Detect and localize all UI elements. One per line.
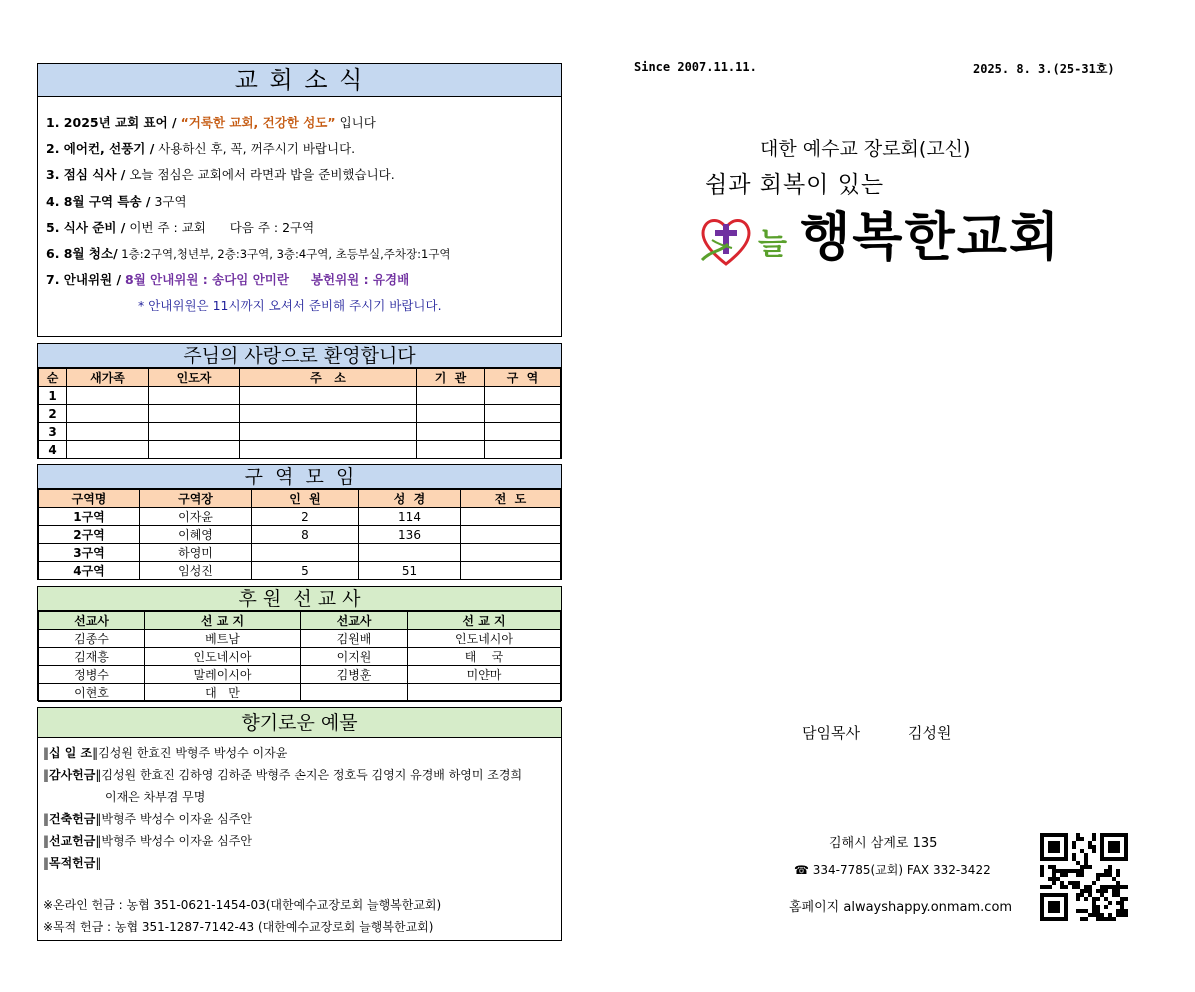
since-date: Since 2007.11.11.: [634, 60, 757, 74]
district-table: [38, 489, 561, 580]
church-news-list: [38, 97, 561, 320]
missionaries-header-row: 선교사 선 교 지 선교사 선 교 지: [39, 612, 561, 630]
news-item-7: 7. 안내위원 / 8월 안내위원 : 송다임 안미란 봉헌위원 : 유경배: [46, 272, 410, 288]
offerings-box: [37, 707, 562, 941]
offerings-list: [38, 738, 561, 938]
table-row: 3구역 하영미: [39, 544, 561, 562]
district-header-row: 구역명 구역장 인 원 성 경 전 도: [39, 490, 561, 508]
table-row: 4: [39, 441, 561, 459]
church-name: 행복한교회: [800, 208, 1062, 268]
pastor-title: 담임목사: [802, 724, 860, 742]
phone: ☎ 334-7785(교회) FAX 332-3422: [794, 863, 991, 877]
news-note: * 안내위원은 11시까지 오셔서 준비해 주시기 바랍니다.: [138, 298, 442, 314]
table-row: 3: [39, 423, 561, 441]
offering-line-purpose: ‖목적헌금‖: [43, 856, 102, 870]
offering-line-tithe: ‖십 일 조‖김성원 한효진 박형주 박성수 이자윤: [43, 746, 288, 760]
welcome-title: 주님의 사랑으로 환영합니다: [38, 344, 561, 368]
denomination: 대한 예수교 장로회(고신): [760, 138, 971, 160]
online-account: ※온라인 헌금 : 농협 351-0621-1454-03(대한예수교장로회 늘행복한교회): [43, 898, 442, 912]
table-row: 1: [39, 387, 561, 405]
news-item-6: 6. 8월 청소/ 1층:2구역,청년부, 2층:3구역, 3층:4구역, 초등부실,주차장:1구역: [46, 246, 451, 262]
address: 김해시 삼계로 135: [829, 836, 938, 851]
qr-code-icon: [1040, 833, 1128, 921]
missionaries-box: [37, 586, 562, 701]
district-box: [37, 464, 562, 580]
table-row: 2구역 이혜영 8 136: [39, 526, 561, 544]
news-item-1: 1. 2025년 교회 표어 / “거룩한 교회, 건강한 성도” 입니다: [46, 115, 376, 130]
offering-line-thanks-cont: 이재은 차부겸 무명: [105, 790, 206, 804]
church-news-box: [37, 63, 562, 337]
church-logo: [698, 210, 796, 272]
table-row: 2: [39, 405, 561, 423]
table-row: 4구역 임성진 5 51: [39, 562, 561, 580]
heart-cross-icon: [698, 210, 796, 272]
table-row: 1구역 이자윤 2 114: [39, 508, 561, 526]
table-row: 이현호 대 만: [39, 684, 561, 702]
table-row: 정병수 말레이시아 김병훈 미얀마: [39, 666, 561, 684]
slogan: 쉼과 회복이 있는: [705, 172, 885, 198]
missionaries-table: [38, 611, 561, 702]
offering-line-building: ‖건축헌금‖박형주 박성수 이자윤 심주안: [43, 812, 252, 826]
news-item-5: 5. 식사 준비 / 이번 주 : 교회 다음 주 : 2구역: [46, 219, 315, 235]
welcome-header-row: 순 새가족 인도자 주 소 기 관 구 역: [39, 369, 561, 387]
homepage: 홈페이지 alwayshappy.onmam.com: [789, 900, 1013, 915]
pastor-name: 김성원: [908, 724, 952, 742]
news-item-3: 3. 점심 식사 / 오늘 점심은 교회에서 라면과 밥을 준비했습니다.: [46, 167, 395, 183]
issue-date: 2025. 8. 3.(25-31호): [973, 62, 1115, 76]
missionaries-title: 후 원 선 교 사: [38, 587, 561, 611]
table-row: 김종수 베트남 김원배 인도네시아: [39, 630, 561, 648]
welcome-table: [38, 368, 561, 459]
offering-line-thanks: ‖감사헌금‖김성원 한효진 김하영 김하준 박형주 손지은 정호득 김영지 유경배 하영미 조경희: [43, 768, 523, 782]
table-row: 김재흥 인도네시아 이지원 태 국: [39, 648, 561, 666]
church-news-title: 교 회 소 식: [38, 64, 561, 97]
news-item-4: 4. 8월 구역 특송 / 3구역: [46, 193, 187, 209]
district-title: 구 역 모 임: [38, 465, 561, 489]
news-item-2: 2. 에어컨, 선풍기 / 사용하신 후, 꼭, 꺼주시기 바랍니다.: [46, 141, 356, 157]
offerings-title: 향기로운 예물: [38, 708, 561, 738]
logo-small-text: 늘: [758, 227, 787, 262]
purpose-account: ※목적 헌금 : 농협 351-1287-7142-43 (대한예수교장로회 늘행복한교회): [43, 920, 434, 934]
offering-line-mission: ‖선교헌금‖박형주 박성수 이자윤 심주안: [43, 834, 252, 848]
welcome-box: [37, 343, 562, 459]
